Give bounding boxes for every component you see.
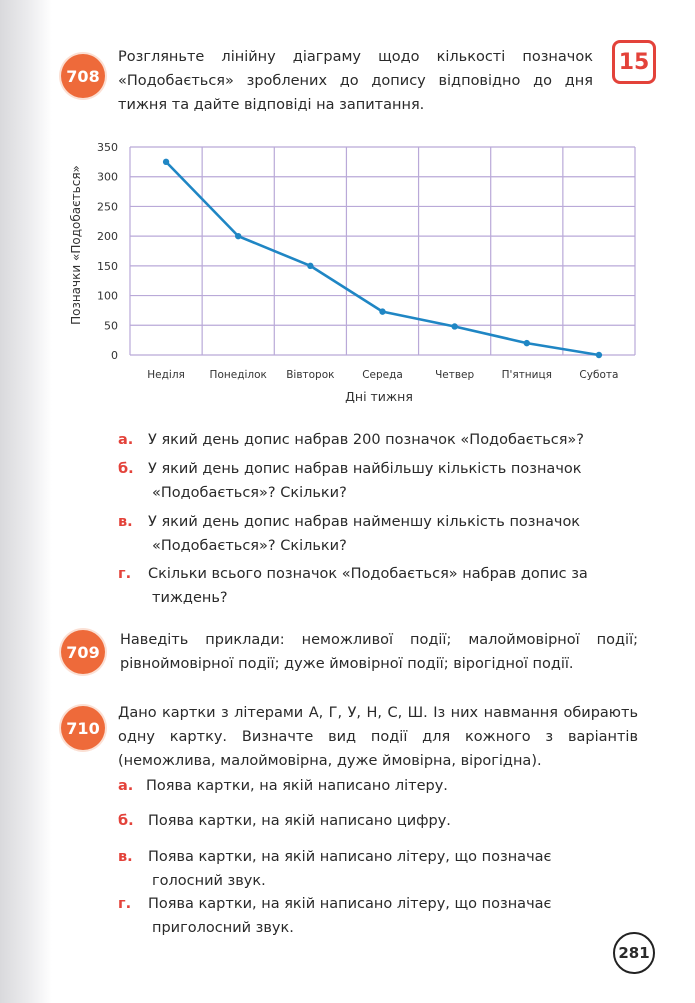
question-marker: г. bbox=[118, 566, 132, 582]
x-tick-label: Вівторок bbox=[286, 369, 335, 381]
problem-708-line: Розгляньте лінійну діаграму щодо кількості позначок bbox=[118, 49, 593, 65]
question-text: У який день допис набрав найбільшу кількість позначок bbox=[148, 461, 582, 477]
x-tick-label: Середа bbox=[362, 369, 403, 381]
x-tick-label: Понеділок bbox=[209, 369, 267, 381]
x-tick-label: Неділя bbox=[147, 369, 185, 381]
question-marker: в. bbox=[118, 849, 133, 865]
problem-709-line: рівноймовірної події; дуже ймовірної події; вірогідної події. bbox=[120, 656, 574, 672]
chart-x-axis-label: Дні тижня bbox=[345, 389, 413, 404]
question-marker: в. bbox=[118, 514, 133, 530]
problem-708-number: 708 bbox=[61, 54, 105, 98]
question-marker: а. bbox=[118, 778, 134, 794]
question-text: тиждень? bbox=[152, 590, 228, 606]
question-marker: б. bbox=[118, 813, 134, 829]
data-point bbox=[307, 263, 313, 269]
chart-x-ticks bbox=[147, 369, 618, 381]
question-text: «Подобається»? Скільки? bbox=[152, 538, 347, 554]
chart-grid bbox=[130, 147, 635, 355]
chart-series-line bbox=[166, 162, 599, 355]
chart-y-ticks bbox=[97, 141, 118, 362]
question-text: Скільки всього позначок «Подобається» набрав допис за bbox=[148, 566, 588, 582]
problem-710-line: одну картку. Визначте вид події для кожного з варіантів bbox=[118, 729, 638, 745]
problem-708-line: «Подобається» зроблених до допису відповідно до дня bbox=[118, 73, 593, 89]
question-708-b bbox=[118, 457, 628, 505]
question-marker: а. bbox=[118, 432, 134, 448]
x-tick-label: П'ятниця bbox=[501, 369, 552, 381]
chart-points bbox=[163, 159, 602, 359]
y-tick-label: 0 bbox=[111, 349, 118, 362]
problem-708-line: тижня та дайте відповіді на запитання. bbox=[118, 97, 425, 113]
y-tick-label: 350 bbox=[97, 141, 118, 154]
problem-708-text bbox=[118, 45, 593, 117]
question-708-v bbox=[118, 510, 628, 558]
page-number: 281 bbox=[613, 932, 655, 974]
problem-709-line: Наведіть приклади: неможливої події; малоймовірної події; bbox=[120, 632, 638, 648]
question-text: Поява картки, на якій написано цифру. bbox=[148, 813, 451, 829]
y-tick-label: 150 bbox=[97, 259, 118, 273]
y-tick-label: 250 bbox=[97, 200, 118, 214]
chart-y-axis-label: Позначки «Подобається» bbox=[69, 165, 83, 325]
question-marker: б. bbox=[118, 461, 134, 477]
question-708-a bbox=[118, 428, 628, 452]
question-text: «Подобається»? Скільки? bbox=[152, 485, 347, 501]
question-710-a bbox=[118, 774, 628, 798]
data-point bbox=[235, 233, 241, 239]
page-edge-shade bbox=[0, 0, 52, 1003]
y-tick-label: 100 bbox=[97, 289, 118, 303]
problem-709-number: 709 bbox=[61, 630, 105, 674]
problem-710-number: 710 bbox=[61, 706, 105, 750]
question-710-v bbox=[118, 845, 628, 893]
question-marker: г. bbox=[118, 896, 132, 912]
data-point bbox=[163, 159, 169, 165]
question-text: Поява картки, на якій написано літеру, що позначає bbox=[148, 849, 552, 865]
question-text: Поява картки, на якій написано літеру, що позначає bbox=[148, 896, 552, 912]
likes-line-chart bbox=[60, 135, 640, 415]
question-text: У який день допис набрав 200 позначок «Подобається»? bbox=[148, 432, 584, 448]
question-text: приголосний звук. bbox=[152, 920, 294, 936]
problem-709-text bbox=[120, 628, 638, 676]
problem-710-line: Дано картки з літерами А, Г, У, Н, С, Ш. Із них навмання обирають bbox=[118, 705, 638, 721]
y-tick-label: 200 bbox=[97, 230, 118, 244]
question-text: У який день допис набрав найменшу кількість позначок bbox=[148, 514, 581, 530]
problem-710-line: (неможлива, малоймовірна, дуже ймовірна, вірогідна). bbox=[118, 753, 542, 769]
question-text: голосний звук. bbox=[152, 873, 266, 889]
question-710-b bbox=[118, 809, 628, 833]
data-point bbox=[451, 323, 457, 329]
data-point bbox=[379, 308, 385, 314]
question-708-h bbox=[118, 562, 628, 610]
y-tick-label: 300 bbox=[97, 170, 118, 184]
x-tick-label: Четвер bbox=[435, 369, 475, 381]
question-710-h bbox=[118, 892, 628, 940]
chapter-number: 15 bbox=[612, 40, 656, 84]
problem-710-text bbox=[118, 701, 638, 773]
question-text: Поява картки, на якій написано літеру. bbox=[146, 778, 448, 794]
x-tick-label: Субота bbox=[579, 369, 619, 381]
data-point bbox=[596, 352, 602, 358]
y-tick-label: 50 bbox=[104, 319, 118, 333]
data-point bbox=[524, 340, 530, 346]
